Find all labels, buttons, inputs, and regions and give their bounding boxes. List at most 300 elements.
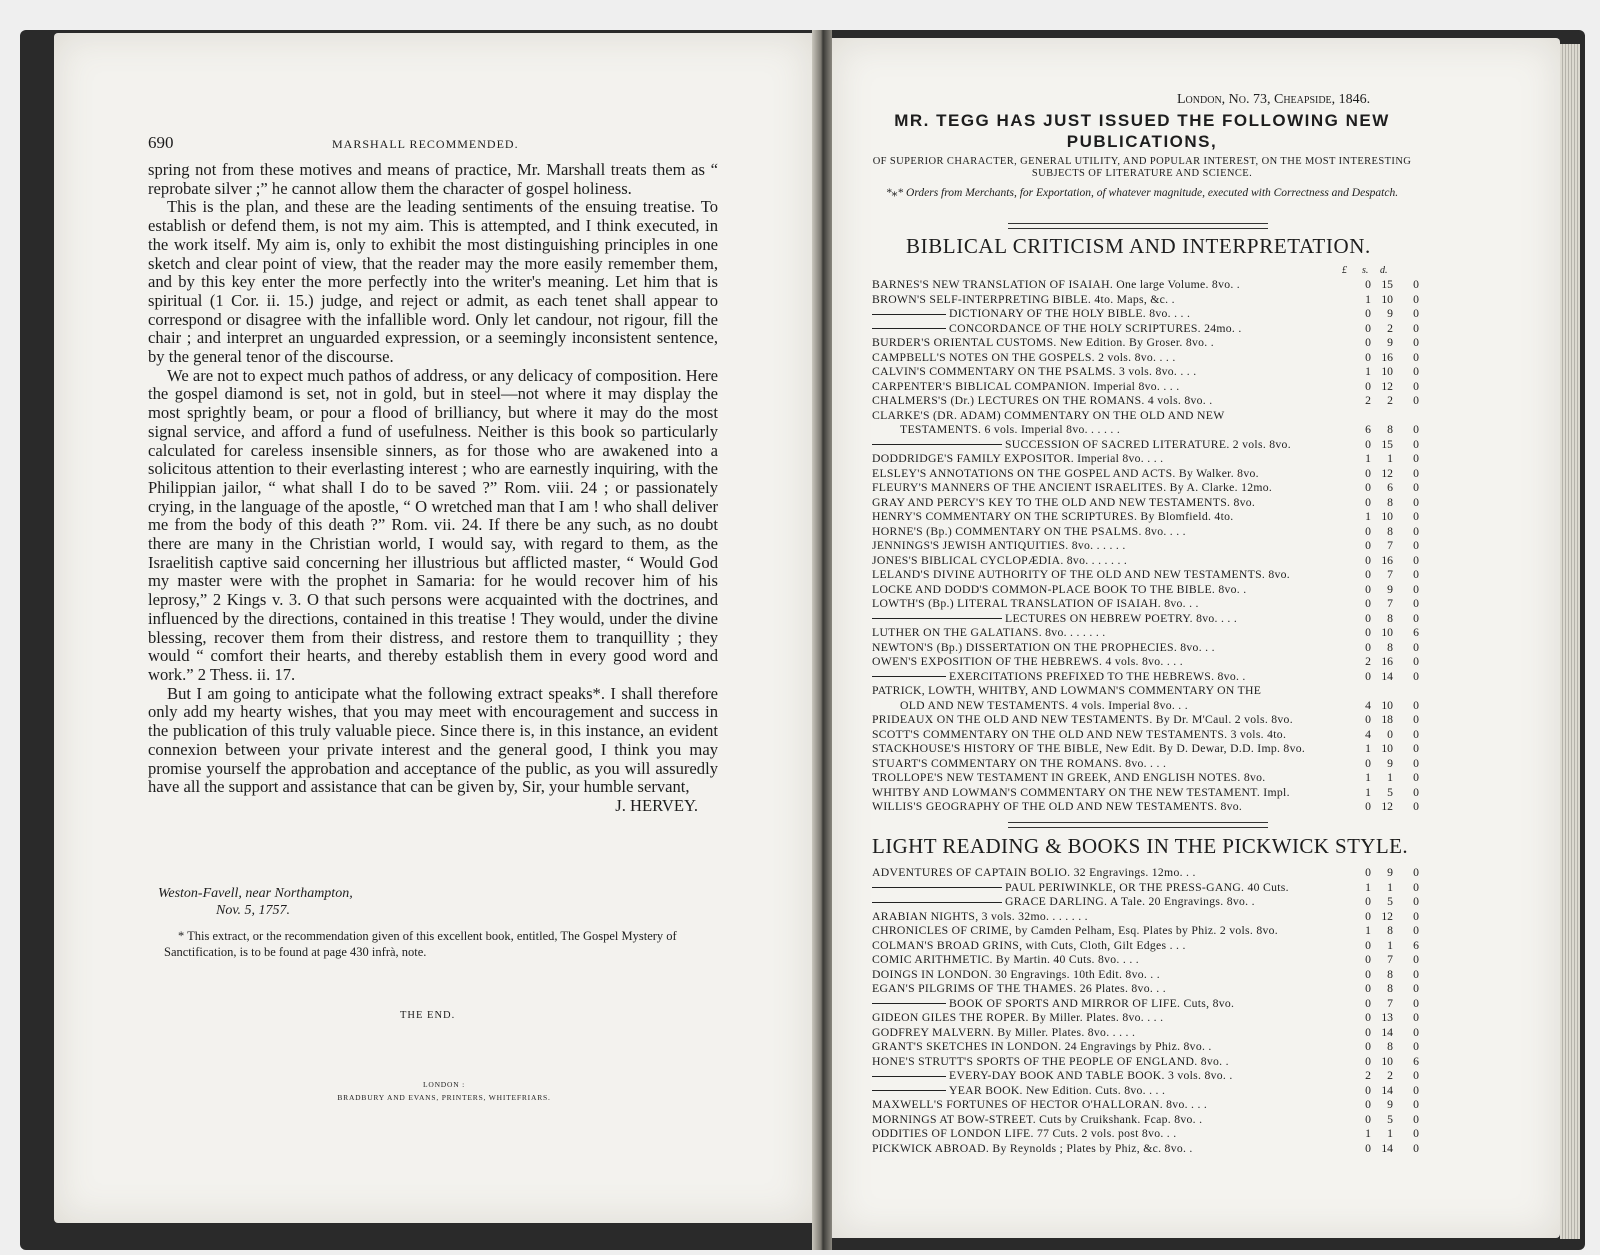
price-shillings: 8 [1387, 967, 1393, 981]
entry-title-text: CHALMERS'S (Dr.) LECTURES ON THE ROMANS. 4 vols. 8vo. . [872, 394, 1213, 407]
entry-title-text: STUART'S COMMENTARY ON THE ROMANS. 8vo. . . . [872, 756, 1167, 770]
body-text [148, 161, 718, 816]
price-pounds: 4 [1365, 727, 1371, 741]
pence-header: d. [1380, 265, 1388, 276]
price-pounds: 2 [1365, 655, 1371, 668]
catalog-entry [872, 982, 1432, 997]
price-pounds: 2 [1365, 1069, 1371, 1082]
catalog-entry [872, 641, 1432, 656]
price-pounds: 0 [1365, 996, 1371, 1010]
price-pence: 0 [1413, 437, 1419, 451]
entry-title [872, 496, 1255, 511]
entry-title-text: TROLLOPE'S NEW TESTAMENT IN GREEK, AND ENGLISH NOTES. 8vo. [872, 771, 1266, 784]
ditto-rule [872, 887, 1002, 888]
price-shillings: 14 [1381, 1083, 1393, 1097]
price-shillings: 16 [1381, 655, 1393, 668]
entry-title [872, 982, 1166, 997]
entry-title [872, 895, 1255, 910]
price-pence: 0 [1413, 582, 1419, 596]
date: Nov. 5, 1757. [216, 903, 291, 918]
price-pence: 0 [1413, 495, 1419, 509]
paragraph: spring not from these motives and means of practice, Mr. Marshall treats them as “ reprobate silver ;” he cannot allow them the character of gospel holiness. [148, 160, 718, 198]
entry-title [872, 539, 1126, 554]
catalog-entry [872, 939, 1432, 954]
price-shillings: 12 [1381, 466, 1393, 480]
price-pence: 0 [1413, 321, 1419, 335]
price-shillings: 8 [1387, 423, 1393, 436]
price-pounds: 6 [1365, 423, 1371, 436]
price-shillings: 13 [1381, 1011, 1393, 1024]
price-pounds: 0 [1365, 466, 1371, 480]
price-pounds: 0 [1365, 278, 1371, 291]
price-pounds: 0 [1365, 539, 1371, 552]
catalog-entry [872, 336, 1432, 351]
entry-title-text: GIDEON GILES THE ROPER. By Miller. Plates. 8vo. . . . [872, 1011, 1164, 1024]
price-shillings: 14 [1381, 1025, 1393, 1039]
catalog-entry [872, 1040, 1432, 1055]
catalog-entry [872, 322, 1432, 337]
ditto-rule [872, 1003, 946, 1004]
entry-title-text: BARNES'S NEW TRANSLATION OF ISAIAH. One large Volume. 8vo. . [872, 278, 1241, 291]
catalog-entry [872, 423, 1432, 438]
price-pounds: 0 [1365, 611, 1371, 625]
price-pounds: 0 [1365, 967, 1371, 981]
price-pounds: 0 [1365, 1054, 1371, 1068]
price-pounds: 0 [1365, 626, 1371, 639]
catalog-entry [872, 771, 1432, 786]
signature: J. HERVEY. [615, 795, 698, 815]
entry-title [872, 481, 1272, 496]
entry-title [872, 1127, 1176, 1142]
price-pence: 0 [1413, 924, 1419, 937]
footnote: * This extract, or the recommendation given of this excellent book, entitled, The Gospel Mystery of Sanctification, is to be found at page 430 infrà, note. [164, 929, 677, 959]
catalog-entry [872, 895, 1432, 910]
entry-title [872, 997, 1234, 1012]
price-pounds: 0 [1365, 1141, 1371, 1155]
catalog-entry [872, 1127, 1432, 1142]
entry-title [872, 968, 1160, 983]
price-pence: 0 [1413, 1141, 1419, 1155]
price-pence: 0 [1413, 880, 1419, 894]
entry-title [872, 307, 1190, 322]
catalog-entry [872, 1113, 1432, 1128]
price-pence: 0 [1413, 597, 1419, 610]
ditto-rule [872, 314, 946, 315]
price-shillings: 9 [1387, 866, 1393, 879]
place: Weston-Favell, near Northampton, [158, 886, 353, 901]
entry-title-text: HONE'S STRUTT'S SPORTS OF THE PEOPLE OF ENGLAND. 8vo. . [872, 1054, 1229, 1068]
price-pounds: 0 [1365, 669, 1371, 683]
price-pence: 0 [1413, 785, 1419, 799]
price-pence: 0 [1413, 771, 1419, 784]
entry-title-text: FLEURY'S MANNERS OF THE ANCIENT ISRAELITES. By A. Clarke. 12mo. [872, 481, 1273, 494]
price-pence: 0 [1413, 336, 1419, 349]
entry-title-text: PATRICK, LOWTH, WHITBY, AND LOWMAN'S COMMENTARY ON THE [872, 684, 1262, 697]
price-shillings: 18 [1381, 713, 1393, 726]
price-pounds: 1 [1365, 742, 1371, 755]
price-pounds: 0 [1365, 307, 1371, 320]
price-shillings: 8 [1387, 982, 1393, 995]
catalog-entry [872, 597, 1432, 612]
entry-title [872, 924, 1278, 939]
catalog-entry [872, 293, 1432, 308]
entry-title [872, 554, 1127, 569]
catalog-entry [872, 351, 1432, 366]
entry-title [872, 713, 1293, 728]
price-pounds: 0 [1365, 568, 1371, 581]
entry-title-text: CALVIN'S COMMENTARY ON THE PSALMS. 3 vols. 8vo. . . . [872, 365, 1197, 378]
price-shillings: 2 [1387, 1069, 1393, 1082]
location-line: London, No. 73, Cheapside, 1846. [1177, 92, 1371, 107]
entry-title [872, 394, 1212, 409]
catalog-entry [872, 866, 1432, 881]
book [20, 30, 1585, 1250]
price-shillings: 10 [1381, 1054, 1393, 1068]
price-pence: 0 [1413, 1040, 1419, 1053]
catalog-entry [872, 786, 1432, 801]
entry-title [872, 336, 1214, 351]
price-shillings: 7 [1387, 539, 1393, 552]
entry-title-text: LELAND'S DIVINE AUTHORITY OF THE OLD AND NEW TESTAMENTS. 8vo. [872, 568, 1291, 581]
pound-header: £ [1342, 265, 1347, 276]
price-pence: 0 [1413, 481, 1419, 494]
price-pounds: 1 [1365, 880, 1371, 894]
price-pounds: 0 [1365, 553, 1371, 567]
price-pounds: 0 [1365, 582, 1371, 596]
entry-title [872, 1084, 1165, 1099]
entry-title-text: GRACE DARLING. A Tale. 20 Engravings. 8vo. . [1005, 895, 1255, 908]
catalog-entry [872, 1026, 1432, 1041]
entry-title-text: ARABIAN NIGHTS, 3 vols. 32mo. . . . . . . [872, 909, 1088, 923]
price-pounds: 1 [1365, 785, 1371, 799]
price-shillings: 8 [1387, 1040, 1393, 1053]
entry-title-text: ADVENTURES OF CAPTAIN BOLIO. 32 Engravings. 12mo. . . [872, 866, 1196, 879]
price-pounds: 0 [1365, 640, 1371, 654]
catalog-entry [872, 670, 1432, 685]
catalog-entry [872, 968, 1432, 983]
divider [1008, 822, 1268, 828]
entry-title-text: LUTHER ON THE GALATIANS. 8vo. . . . . . . [872, 626, 1106, 639]
entry-title [872, 1040, 1212, 1055]
price-shillings: 8 [1387, 524, 1393, 538]
price-pence: 0 [1413, 1083, 1419, 1097]
right-page [832, 38, 1560, 1238]
price-shillings: 14 [1381, 669, 1393, 683]
the-end: THE END. [400, 1010, 456, 1021]
price-pence: 0 [1413, 379, 1419, 393]
price-pence: 0 [1413, 895, 1419, 908]
price-pence: 0 [1413, 982, 1419, 995]
catalog-entry [872, 1069, 1432, 1084]
price-pence: 0 [1413, 539, 1419, 552]
entry-title-text: COLMAN'S BROAD GRINS, with Cuts, Cloth, Gilt Edges . . . [872, 938, 1186, 952]
entry-title-text: HENRY'S COMMENTARY ON THE SCRIPTURES. By Blomfield. 4to. [872, 510, 1234, 523]
price-shillings: 9 [1387, 336, 1393, 349]
entry-title-text: DODDRIDGE'S FAMILY EXPOSITOR. Imperial 8vo. . . . [872, 452, 1164, 465]
catalog-entry [872, 438, 1432, 453]
price-pounds: 0 [1365, 495, 1371, 509]
ditto-rule [872, 1076, 946, 1077]
advert-title: MR. TEGG HAS JUST ISSUED THE FOLLOWING NEW PUBLICATIONS, [894, 111, 1390, 151]
entry-title-text: EVERY-DAY BOOK AND TABLE BOOK. 3 vols. 8vo. . [949, 1069, 1233, 1082]
price-pounds: 1 [1365, 365, 1371, 378]
price-shillings: 9 [1387, 307, 1393, 320]
entry-title [872, 684, 1261, 699]
page-number: 690 [148, 133, 174, 152]
price-shillings: 12 [1381, 909, 1393, 923]
entry-title [872, 800, 1242, 815]
entry-title-text: COMIC ARITHMETIC. By Martin. 40 Cuts. 8vo. . . . [872, 953, 1139, 966]
price-pounds: 1 [1365, 924, 1371, 937]
price-pounds: 0 [1365, 895, 1371, 908]
ditto-rule [872, 328, 946, 329]
catalog-entry [872, 307, 1432, 322]
book-gutter [812, 30, 832, 1250]
price-shillings: 7 [1387, 568, 1393, 581]
price-pence: 0 [1413, 727, 1419, 741]
entry-title-text: HORNE'S (Bp.) COMMENTARY ON THE PSALMS. 8vo. . . . [872, 524, 1186, 538]
price-shillings: 12 [1381, 800, 1393, 813]
catalog-entry [872, 1098, 1432, 1113]
price-shillings: 16 [1381, 553, 1393, 567]
entry-title [872, 1113, 1202, 1128]
entry-title [900, 699, 1188, 714]
advert-subtitle: OF SUPERIOR CHARACTER, GENERAL UTILITY, AND POPULAR INTEREST, ON THE MOST INTERESTING SUBJECTS OF LITERATURE AND SCIENCE. [872, 156, 1412, 179]
price-pounds: 0 [1365, 756, 1371, 770]
entry-title [872, 293, 1175, 308]
entry-title-text: PRIDEAUX ON THE OLD AND NEW TESTAMENTS. By Dr. M'Caul. 2 vols. 8vo. [872, 713, 1293, 726]
price-pounds: 0 [1365, 597, 1371, 610]
price-pence: 0 [1413, 278, 1419, 291]
price-pence: 0 [1413, 568, 1419, 581]
catalog-entry [872, 997, 1432, 1012]
catalog-entry [872, 394, 1432, 409]
entry-title-text: CHRONICLES OF CRIME, by Camden Pelham, Esq. Plates by Phiz. 2 vols. 8vo. [872, 924, 1278, 937]
entry-title-text: OLD AND NEW TESTAMENTS. 4 vols. Imperial 8vo. . . [900, 698, 1188, 712]
catalog-entry [872, 409, 1432, 424]
price-pounds: 4 [1365, 698, 1371, 712]
price-pence: 0 [1413, 866, 1419, 879]
price-pounds: 0 [1365, 800, 1371, 813]
price-pounds: 1 [1365, 771, 1371, 784]
entry-title-text: LOCKE AND DODD'S COMMON-PLACE BOOK TO THE BIBLE. 8vo. . [872, 582, 1247, 596]
entry-title-text: CLARKE'S (DR. ADAM) COMMENTARY ON THE OLD AND NEW [872, 408, 1225, 422]
entry-title-text: TESTAMENTS. 6 vols. Imperial 8vo. . . . . . [900, 423, 1121, 436]
catalog-list-light-reading [872, 866, 1432, 1156]
entry-title-text: MORNINGS AT BOW-STREET. Cuts by Cruikshank. Fcap. 8vo. . [872, 1112, 1203, 1126]
entry-title [872, 365, 1196, 380]
entry-title-text: EGAN'S PILGRIMS OF THE THAMES. 26 Plates. 8vo. . . [872, 982, 1166, 995]
entry-title [872, 1069, 1233, 1084]
left-page [54, 33, 812, 1223]
price-pounds: 0 [1365, 481, 1371, 494]
price-pounds: 0 [1365, 524, 1371, 538]
price-pence: 0 [1413, 996, 1419, 1010]
price-pounds: 0 [1365, 1040, 1371, 1053]
price-pence: 6 [1413, 938, 1419, 952]
catalog-entry [872, 881, 1432, 896]
price-pence: 0 [1413, 466, 1419, 480]
entry-title [872, 278, 1240, 293]
entry-title [872, 438, 1291, 453]
price-pence: 0 [1413, 423, 1419, 436]
entry-title-text: JONES'S BIBLICAL CYCLOPÆDIA. 8vo. . . . . . . [872, 553, 1128, 567]
price-pence: 0 [1413, 307, 1419, 320]
catalog-entry [872, 953, 1432, 968]
price-pounds: 0 [1365, 336, 1371, 349]
catalog-entry [872, 699, 1432, 714]
price-pence: 0 [1413, 640, 1419, 654]
catalog-entry [872, 757, 1432, 772]
price-pounds: 0 [1365, 1011, 1371, 1024]
entry-title [872, 866, 1196, 881]
entry-title-text: MAXWELL'S FORTUNES OF HECTOR O'HALLORAN. 8vo. . . . [872, 1098, 1208, 1111]
price-pounds: 2 [1365, 394, 1371, 407]
price-pence: 0 [1413, 350, 1419, 364]
entry-title-text: DOINGS IN LONDON. 30 Engravings. 10th Edit. 8vo. . . [872, 967, 1160, 981]
entry-title [872, 1142, 1193, 1157]
price-pounds: 0 [1365, 982, 1371, 995]
price-pence: 0 [1413, 756, 1419, 770]
entry-title-text: SUCCESSION OF SACRED LITERATURE. 2 vols. 8vo. [1005, 437, 1291, 451]
price-pence: 0 [1413, 1112, 1419, 1126]
catalog-entry [872, 742, 1432, 757]
catalog-entry [872, 568, 1432, 583]
entry-title-text: GODFREY MALVERN. By Miller. Plates. 8vo. . . . . [872, 1025, 1136, 1039]
entry-title-text: BURDER'S ORIENTAL CUSTOMS. New Edition. By Groser. 8vo. . [872, 336, 1214, 349]
price-pence: 0 [1413, 800, 1419, 813]
entry-title-text: BOOK OF SPORTS AND MIRROR OF LIFE. Cuts, 8vo. [949, 996, 1235, 1010]
entry-title [872, 655, 1183, 670]
catalog-entry [872, 612, 1432, 627]
price-pounds: 0 [1365, 953, 1371, 966]
price-pounds: 0 [1365, 350, 1371, 364]
entry-title [872, 409, 1225, 424]
entry-title [872, 953, 1139, 968]
entry-title-text: WILLIS'S GEOGRAPHY OF THE OLD AND NEW TESTAMENTS. 8vo. [872, 800, 1243, 813]
entry-title [872, 641, 1215, 656]
entry-title-text: ODDITIES OF LONDON LIFE. 77 Cuts. 2 vols. post 8vo. . . [872, 1127, 1177, 1140]
catalog-entry [872, 452, 1432, 467]
price-pence: 0 [1413, 1025, 1419, 1039]
price-shillings: 1 [1387, 938, 1393, 952]
ditto-rule [872, 618, 1002, 619]
price-shillings: 15 [1381, 437, 1393, 451]
entry-title [872, 597, 1199, 612]
entry-title-text: LECTURES ON HEBREW POETRY. 8vo. . . . [1005, 611, 1238, 625]
paragraph: We are not to expect much pathos of address, or any delicacy of composition. Here the gospel diamond is set, not in gold, but in steel—not where it may display the most sprightly beam, or pour a flood of brilliancy, but where it may do the most signal service, and afford a fund of usefulness. Neither is this book so particularly calculated for careless insensible sinners, as for those who are awakened into a solicitous attention to their everlasting interest ; who are earnestly inquiring, with the Philippian jailor, “ what shall I do to be saved ?” Rom. viii. 24 ; or passionately crying, in the language of the apostle, “ O wretched man that I am ! who shall deliver me from the body of this death ?” Rom. vii. 24. If there be any such, as no doubt there are many in the Christian world, I would say, with regard to them, as the Israelitish captive said concerning her illustrious but afflicted master, “ Would God my master were with the prophet in Samaria: for he would recover him of his leprosy,” 2 Kings v. 3. O that such persons were acquainted with the doctrines, and influenced by the directions, contained in this treatise ! They would, under the divine blessing, recover them from their distress, and restore them to tranquillity ; they would “ comfort their hearts, and thereby establish them in every good word and work.” 2 Thess. ii. 17. [148, 365, 718, 684]
entry-title [872, 525, 1186, 540]
entry-title [872, 742, 1305, 757]
printer-imprint [294, 1078, 594, 1104]
catalog-entry [872, 713, 1432, 728]
paragraph: But I am going to anticipate what the following extract speaks*. I shall therefore only add my hearty wishes, that you may meet with encouragement and success in the publication of this truly valuable piece. Since there is, in this instance, an evident connexion between your private interest and the general good, I think you may promise yourself the approbation and acceptance of the public, as you will assuredly have all the support and assistance that can be given by, Sir, your humble servant, [148, 683, 718, 797]
price-pounds: 0 [1365, 909, 1371, 923]
price-pounds: 1 [1365, 452, 1371, 465]
price-shillings: 5 [1387, 1112, 1393, 1126]
entry-title-text: CARPENTER'S BIBLICAL COMPANION. Imperial 8vo. . . . [872, 379, 1180, 393]
dateline [158, 885, 353, 919]
entry-title [900, 423, 1120, 438]
price-pence: 0 [1413, 365, 1419, 378]
catalog-entry [872, 525, 1432, 540]
catalog-entry [872, 510, 1432, 525]
price-shillings: 10 [1381, 292, 1393, 306]
entry-title [872, 626, 1105, 641]
price-pounds: 0 [1365, 1112, 1371, 1126]
price-shillings: 0 [1387, 727, 1393, 741]
price-shillings: 9 [1387, 756, 1393, 770]
price-pounds: 0 [1365, 1098, 1371, 1111]
entry-title [872, 670, 1246, 685]
entry-title-text: ELSLEY'S ANNOTATIONS ON THE GOSPEL AND ACTS. By Walker. 8vo. [872, 466, 1259, 480]
price-pounds: 0 [1365, 1025, 1371, 1039]
price-pence: 0 [1413, 713, 1419, 726]
catalog-entry [872, 1055, 1432, 1070]
entry-title-text: CONCORDANCE OF THE HOLY SCRIPTURES. 24mo. . [949, 321, 1242, 335]
catalog-entry [872, 684, 1432, 699]
entry-title [872, 757, 1166, 772]
entry-title-text: YEAR BOOK. New Edition. Cuts. 8vo. . . . [949, 1083, 1166, 1097]
catalog-list-biblical [872, 278, 1432, 815]
entry-title-text: LOWTH'S (Bp.) LITERAL TRANSLATION OF ISAIAH. 8vo. . . [872, 597, 1199, 610]
price-pounds: 0 [1365, 866, 1371, 879]
catalog-entry [872, 924, 1432, 939]
price-shillings: 1 [1387, 771, 1393, 784]
entry-title [872, 910, 1088, 925]
price-pence: 0 [1413, 510, 1419, 523]
price-pence: 0 [1413, 524, 1419, 538]
ditto-rule [872, 676, 946, 677]
price-pence: 0 [1413, 553, 1419, 567]
entry-title-text: JENNINGS'S JEWISH ANTIQUITIES. 8vo. . . . . . [872, 539, 1126, 552]
price-pence: 0 [1413, 1011, 1419, 1024]
entry-title [872, 1026, 1135, 1041]
section-heading-light-reading: LIGHT READING & BOOKS IN THE PICKWICK STYLE. [872, 834, 1408, 858]
entry-title-text: STACKHOUSE'S HISTORY OF THE BIBLE, New Edit. By D. Dewar, D.D. Imp. 8vo. [872, 742, 1306, 755]
price-pence: 0 [1413, 909, 1419, 923]
price-pence: 6 [1413, 626, 1419, 639]
price-shillings: 10 [1381, 626, 1393, 639]
price-pence: 6 [1413, 1054, 1419, 1068]
entry-title-text: EXERCITATIONS PREFIXED TO THE HEBREWS. 8vo. . [949, 669, 1246, 683]
signature-line [148, 797, 718, 816]
entry-title [872, 771, 1266, 786]
catalog-entry [872, 481, 1432, 496]
price-pounds: 1 [1365, 510, 1371, 523]
entry-title-text: CAMPBELL'S NOTES ON THE GOSPELS. 2 vols. 8vo. . . . [872, 350, 1176, 364]
price-shillings: 7 [1387, 597, 1393, 610]
printer-city: LONDON : [422, 1080, 466, 1089]
ditto-rule [872, 1090, 946, 1091]
price-shillings: 8 [1387, 495, 1393, 509]
catalog-entry [872, 365, 1432, 380]
catalog-entry [872, 910, 1432, 925]
price-shillings: 5 [1387, 895, 1393, 908]
entry-title [872, 612, 1237, 627]
catalog-entry [872, 380, 1432, 395]
catalog-entry [872, 800, 1432, 815]
entry-title-text: SCOTT'S COMMENTARY ON THE OLD AND NEW TESTAMENTS. 3 vols. 4to. [872, 727, 1287, 741]
entry-title [872, 881, 1289, 896]
catalog-entry [872, 655, 1432, 670]
ditto-rule [872, 444, 1002, 445]
entry-title [872, 939, 1186, 954]
price-shillings: 8 [1387, 924, 1393, 937]
catalog-entry [872, 554, 1432, 569]
catalog-entry [872, 728, 1432, 743]
entry-title [872, 467, 1259, 482]
